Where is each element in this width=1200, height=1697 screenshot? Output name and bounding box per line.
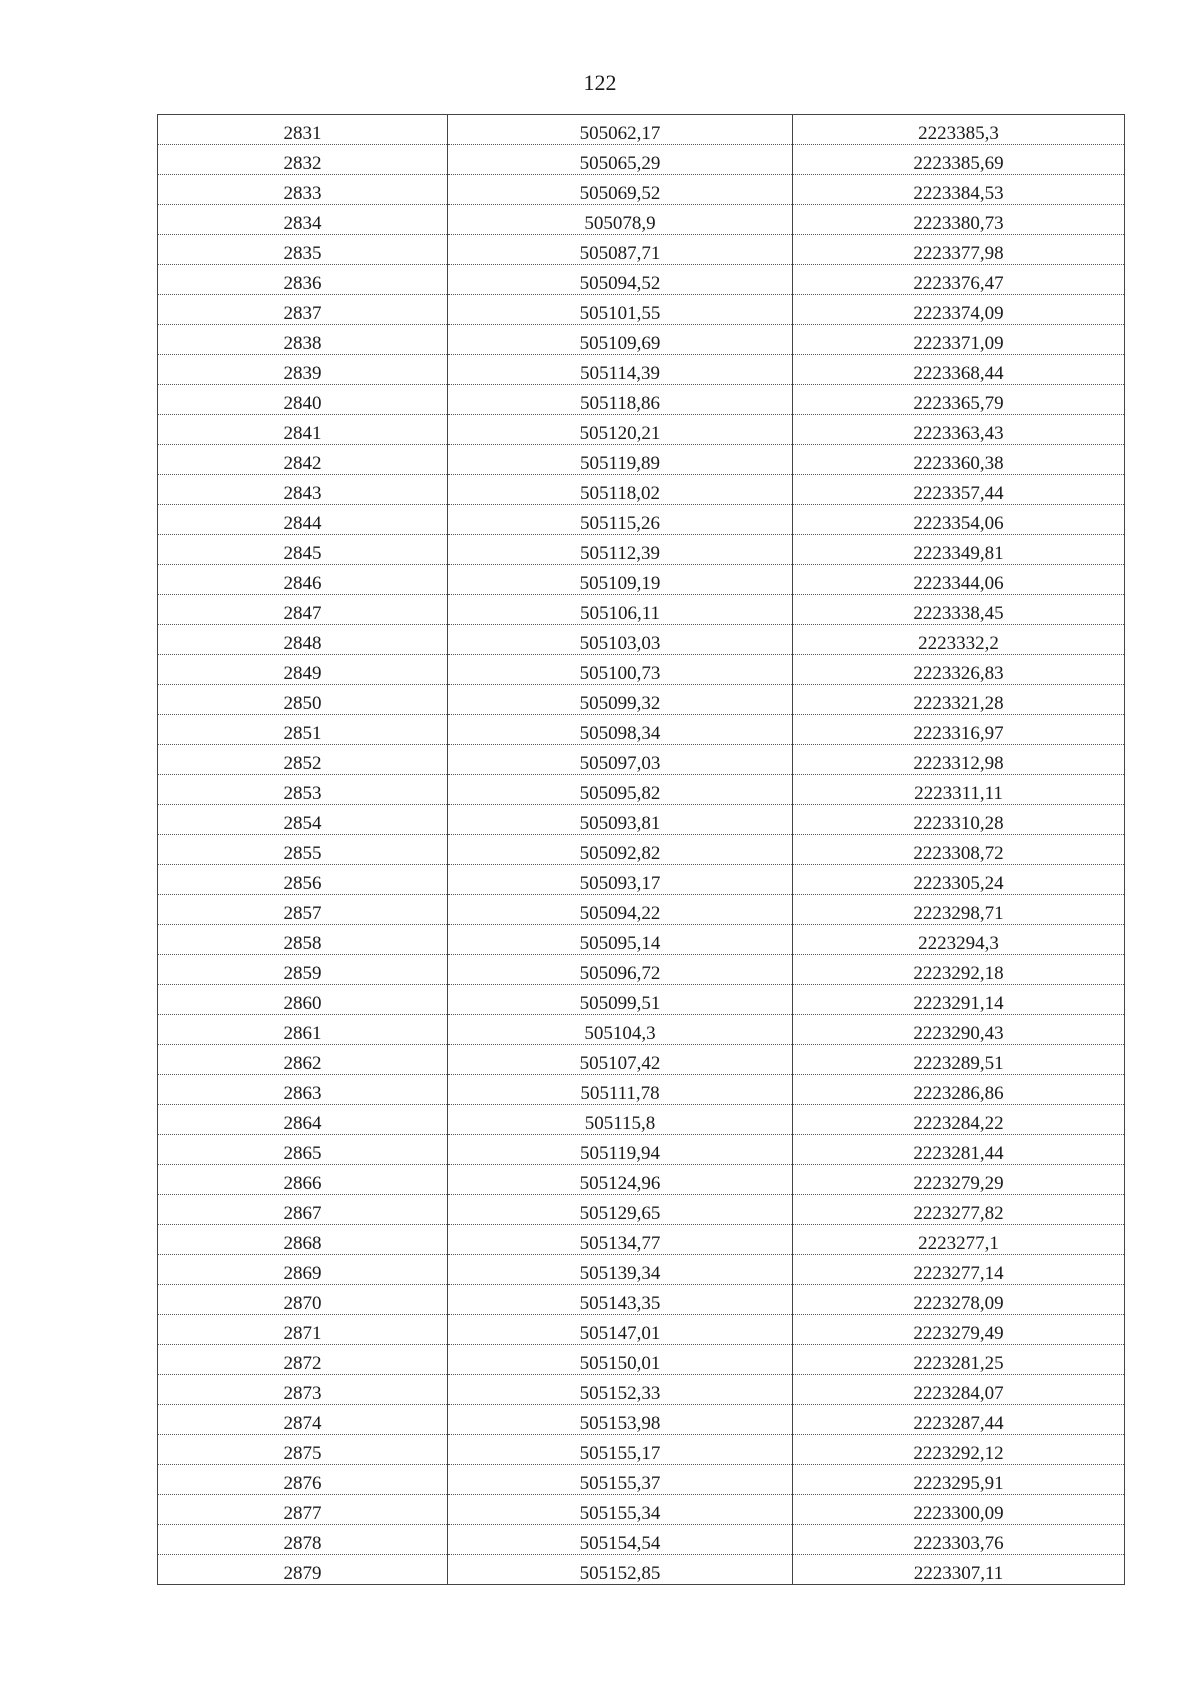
y-coordinate-cell: 2223368,44 [793,355,1125,385]
table-row [158,1525,1125,1555]
x-coordinate-cell: 505109,19 [448,565,793,595]
point-number-cell: 2844 [158,505,448,535]
table-row [158,445,1125,475]
point-number-cell: 2877 [158,1495,448,1525]
x-coordinate-cell: 505093,17 [448,865,793,895]
table-row [158,1075,1125,1105]
x-coordinate-cell: 505093,81 [448,805,793,835]
point-number-cell: 2862 [158,1045,448,1075]
coordinates-table [157,114,1125,1585]
y-coordinate-cell: 2223374,09 [793,295,1125,325]
table-row [158,1405,1125,1435]
point-number-cell: 2834 [158,205,448,235]
table-row [158,325,1125,355]
x-coordinate-cell: 505101,55 [448,295,793,325]
y-coordinate-cell: 2223349,81 [793,535,1125,565]
table-row [158,895,1125,925]
x-coordinate-cell: 505109,69 [448,325,793,355]
point-number-cell: 2853 [158,775,448,805]
point-number-cell: 2832 [158,145,448,175]
x-coordinate-cell: 505155,37 [448,1465,793,1495]
x-coordinate-cell: 505120,21 [448,415,793,445]
table-row [158,1105,1125,1135]
table-row [158,565,1125,595]
point-number-cell: 2878 [158,1525,448,1555]
table-row [158,145,1125,175]
y-coordinate-cell: 2223292,18 [793,955,1125,985]
point-number-cell: 2859 [158,955,448,985]
x-coordinate-cell: 505115,26 [448,505,793,535]
table-row [158,235,1125,265]
y-coordinate-cell: 2223310,28 [793,805,1125,835]
y-coordinate-cell: 2223294,3 [793,925,1125,955]
table-row [158,865,1125,895]
x-coordinate-cell: 505124,96 [448,1165,793,1195]
y-coordinate-cell: 2223376,47 [793,265,1125,295]
table-row [158,1045,1125,1075]
point-number-cell: 2875 [158,1435,448,1465]
point-number-cell: 2831 [158,115,448,145]
x-coordinate-cell: 505150,01 [448,1345,793,1375]
table-row [158,175,1125,205]
y-coordinate-cell: 2223308,72 [793,835,1125,865]
y-coordinate-cell: 2223277,82 [793,1195,1125,1225]
y-coordinate-cell: 2223277,1 [793,1225,1125,1255]
y-coordinate-cell: 2223354,06 [793,505,1125,535]
y-coordinate-cell: 2223303,76 [793,1525,1125,1555]
table-row [158,1345,1125,1375]
table-row [158,505,1125,535]
point-number-cell: 2854 [158,805,448,835]
table-row [158,535,1125,565]
y-coordinate-cell: 2223371,09 [793,325,1125,355]
table-row [158,955,1125,985]
y-coordinate-cell: 2223321,28 [793,685,1125,715]
x-coordinate-cell: 505062,17 [448,115,793,145]
point-number-cell: 2851 [158,715,448,745]
table-row [158,1495,1125,1525]
point-number-cell: 2869 [158,1255,448,1285]
table-row [158,355,1125,385]
table-row [158,835,1125,865]
x-coordinate-cell: 505065,29 [448,145,793,175]
table-row [158,475,1125,505]
x-coordinate-cell: 505099,32 [448,685,793,715]
x-coordinate-cell: 505103,03 [448,625,793,655]
y-coordinate-cell: 2223277,14 [793,1255,1125,1285]
x-coordinate-cell: 505153,98 [448,1405,793,1435]
x-coordinate-cell: 505107,42 [448,1045,793,1075]
point-number-cell: 2841 [158,415,448,445]
table-row [158,1135,1125,1165]
y-coordinate-cell: 2223287,44 [793,1405,1125,1435]
y-coordinate-cell: 2223278,09 [793,1285,1125,1315]
table-row [158,775,1125,805]
x-coordinate-cell: 505134,77 [448,1225,793,1255]
y-coordinate-cell: 2223281,25 [793,1345,1125,1375]
x-coordinate-cell: 505092,82 [448,835,793,865]
x-coordinate-cell: 505099,51 [448,985,793,1015]
table-row [158,655,1125,685]
y-coordinate-cell: 2223305,24 [793,865,1125,895]
y-coordinate-cell: 2223289,51 [793,1045,1125,1075]
x-coordinate-cell: 505087,71 [448,235,793,265]
x-coordinate-cell: 505118,02 [448,475,793,505]
point-number-cell: 2843 [158,475,448,505]
point-number-cell: 2860 [158,985,448,1015]
table-row [158,805,1125,835]
table-row [158,1435,1125,1465]
x-coordinate-cell: 505114,39 [448,355,793,385]
y-coordinate-cell: 2223316,97 [793,715,1125,745]
table-row [158,715,1125,745]
x-coordinate-cell: 505143,35 [448,1285,793,1315]
table-row [158,1165,1125,1195]
y-coordinate-cell: 2223284,22 [793,1105,1125,1135]
point-number-cell: 2835 [158,235,448,265]
y-coordinate-cell: 2223298,71 [793,895,1125,925]
point-number-cell: 2879 [158,1555,448,1585]
y-coordinate-cell: 2223332,2 [793,625,1125,655]
table-row [158,265,1125,295]
table-row [158,295,1125,325]
point-number-cell: 2867 [158,1195,448,1225]
table-row [158,385,1125,415]
point-number-cell: 2871 [158,1315,448,1345]
x-coordinate-cell: 505097,03 [448,745,793,775]
point-number-cell: 2873 [158,1375,448,1405]
point-number-cell: 2858 [158,925,448,955]
y-coordinate-cell: 2223326,83 [793,655,1125,685]
y-coordinate-cell: 2223384,53 [793,175,1125,205]
point-number-cell: 2848 [158,625,448,655]
y-coordinate-cell: 2223385,3 [793,115,1125,145]
x-coordinate-cell: 505111,78 [448,1075,793,1105]
table-row [158,1555,1125,1585]
x-coordinate-cell: 505095,14 [448,925,793,955]
point-number-cell: 2850 [158,685,448,715]
y-coordinate-cell: 2223312,98 [793,745,1125,775]
point-number-cell: 2856 [158,865,448,895]
x-coordinate-cell: 505119,89 [448,445,793,475]
table-row [158,595,1125,625]
x-coordinate-cell: 505104,3 [448,1015,793,1045]
point-number-cell: 2845 [158,535,448,565]
point-number-cell: 2842 [158,445,448,475]
point-number-cell: 2872 [158,1345,448,1375]
page-number: 122 [583,70,617,95]
x-coordinate-cell: 505115,8 [448,1105,793,1135]
x-coordinate-cell: 505155,17 [448,1435,793,1465]
y-coordinate-cell: 2223363,43 [793,415,1125,445]
x-coordinate-cell: 505094,52 [448,265,793,295]
table-row [158,1015,1125,1045]
table-row [158,1375,1125,1405]
y-coordinate-cell: 2223284,07 [793,1375,1125,1405]
x-coordinate-cell: 505118,86 [448,385,793,415]
y-coordinate-cell: 2223338,45 [793,595,1125,625]
y-coordinate-cell: 2223344,06 [793,565,1125,595]
x-coordinate-cell: 505139,34 [448,1255,793,1285]
table-row [158,1195,1125,1225]
x-coordinate-cell: 505106,11 [448,595,793,625]
y-coordinate-cell: 2223281,44 [793,1135,1125,1165]
point-number-cell: 2837 [158,295,448,325]
x-coordinate-cell: 505098,34 [448,715,793,745]
table-row [158,115,1125,145]
point-number-cell: 2836 [158,265,448,295]
table-row [158,925,1125,955]
point-number-cell: 2866 [158,1165,448,1195]
point-number-cell: 2838 [158,325,448,355]
coordinates-table-body [158,115,1125,1585]
table-row [158,1225,1125,1255]
y-coordinate-cell: 2223365,79 [793,385,1125,415]
y-coordinate-cell: 2223291,14 [793,985,1125,1015]
point-number-cell: 2849 [158,655,448,685]
y-coordinate-cell: 2223300,09 [793,1495,1125,1525]
table-row [158,985,1125,1015]
x-coordinate-cell: 505147,01 [448,1315,793,1345]
x-coordinate-cell: 505095,82 [448,775,793,805]
x-coordinate-cell: 505078,9 [448,205,793,235]
point-number-cell: 2870 [158,1285,448,1315]
point-number-cell: 2852 [158,745,448,775]
point-number-cell: 2846 [158,565,448,595]
x-coordinate-cell: 505155,34 [448,1495,793,1525]
x-coordinate-cell: 505152,85 [448,1555,793,1585]
y-coordinate-cell: 2223290,43 [793,1015,1125,1045]
x-coordinate-cell: 505100,73 [448,655,793,685]
point-number-cell: 2847 [158,595,448,625]
point-number-cell: 2865 [158,1135,448,1165]
point-number-cell: 2840 [158,385,448,415]
x-coordinate-cell: 505152,33 [448,1375,793,1405]
table-row [158,1285,1125,1315]
table-row [158,625,1125,655]
y-coordinate-cell: 2223307,11 [793,1555,1125,1585]
y-coordinate-cell: 2223292,12 [793,1435,1125,1465]
point-number-cell: 2861 [158,1015,448,1045]
point-number-cell: 2839 [158,355,448,385]
y-coordinate-cell: 2223279,49 [793,1315,1125,1345]
table-row [158,745,1125,775]
y-coordinate-cell: 2223360,38 [793,445,1125,475]
table-row [158,1465,1125,1495]
x-coordinate-cell: 505112,39 [448,535,793,565]
point-number-cell: 2874 [158,1405,448,1435]
y-coordinate-cell: 2223311,11 [793,775,1125,805]
y-coordinate-cell: 2223380,73 [793,205,1125,235]
point-number-cell: 2857 [158,895,448,925]
x-coordinate-cell: 505129,65 [448,1195,793,1225]
x-coordinate-cell: 505069,52 [448,175,793,205]
point-number-cell: 2868 [158,1225,448,1255]
table-row [158,1255,1125,1285]
x-coordinate-cell: 505119,94 [448,1135,793,1165]
table-row [158,1315,1125,1345]
point-number-cell: 2855 [158,835,448,865]
x-coordinate-cell: 505154,54 [448,1525,793,1555]
point-number-cell: 2864 [158,1105,448,1135]
point-number-cell: 2876 [158,1465,448,1495]
y-coordinate-cell: 2223279,29 [793,1165,1125,1195]
point-number-cell: 2833 [158,175,448,205]
table-row [158,685,1125,715]
y-coordinate-cell: 2223295,91 [793,1465,1125,1495]
y-coordinate-cell: 2223385,69 [793,145,1125,175]
y-coordinate-cell: 2223377,98 [793,235,1125,265]
x-coordinate-cell: 505096,72 [448,955,793,985]
y-coordinate-cell: 2223357,44 [793,475,1125,505]
table-row [158,205,1125,235]
point-number-cell: 2863 [158,1075,448,1105]
x-coordinate-cell: 505094,22 [448,895,793,925]
table-row [158,415,1125,445]
y-coordinate-cell: 2223286,86 [793,1075,1125,1105]
